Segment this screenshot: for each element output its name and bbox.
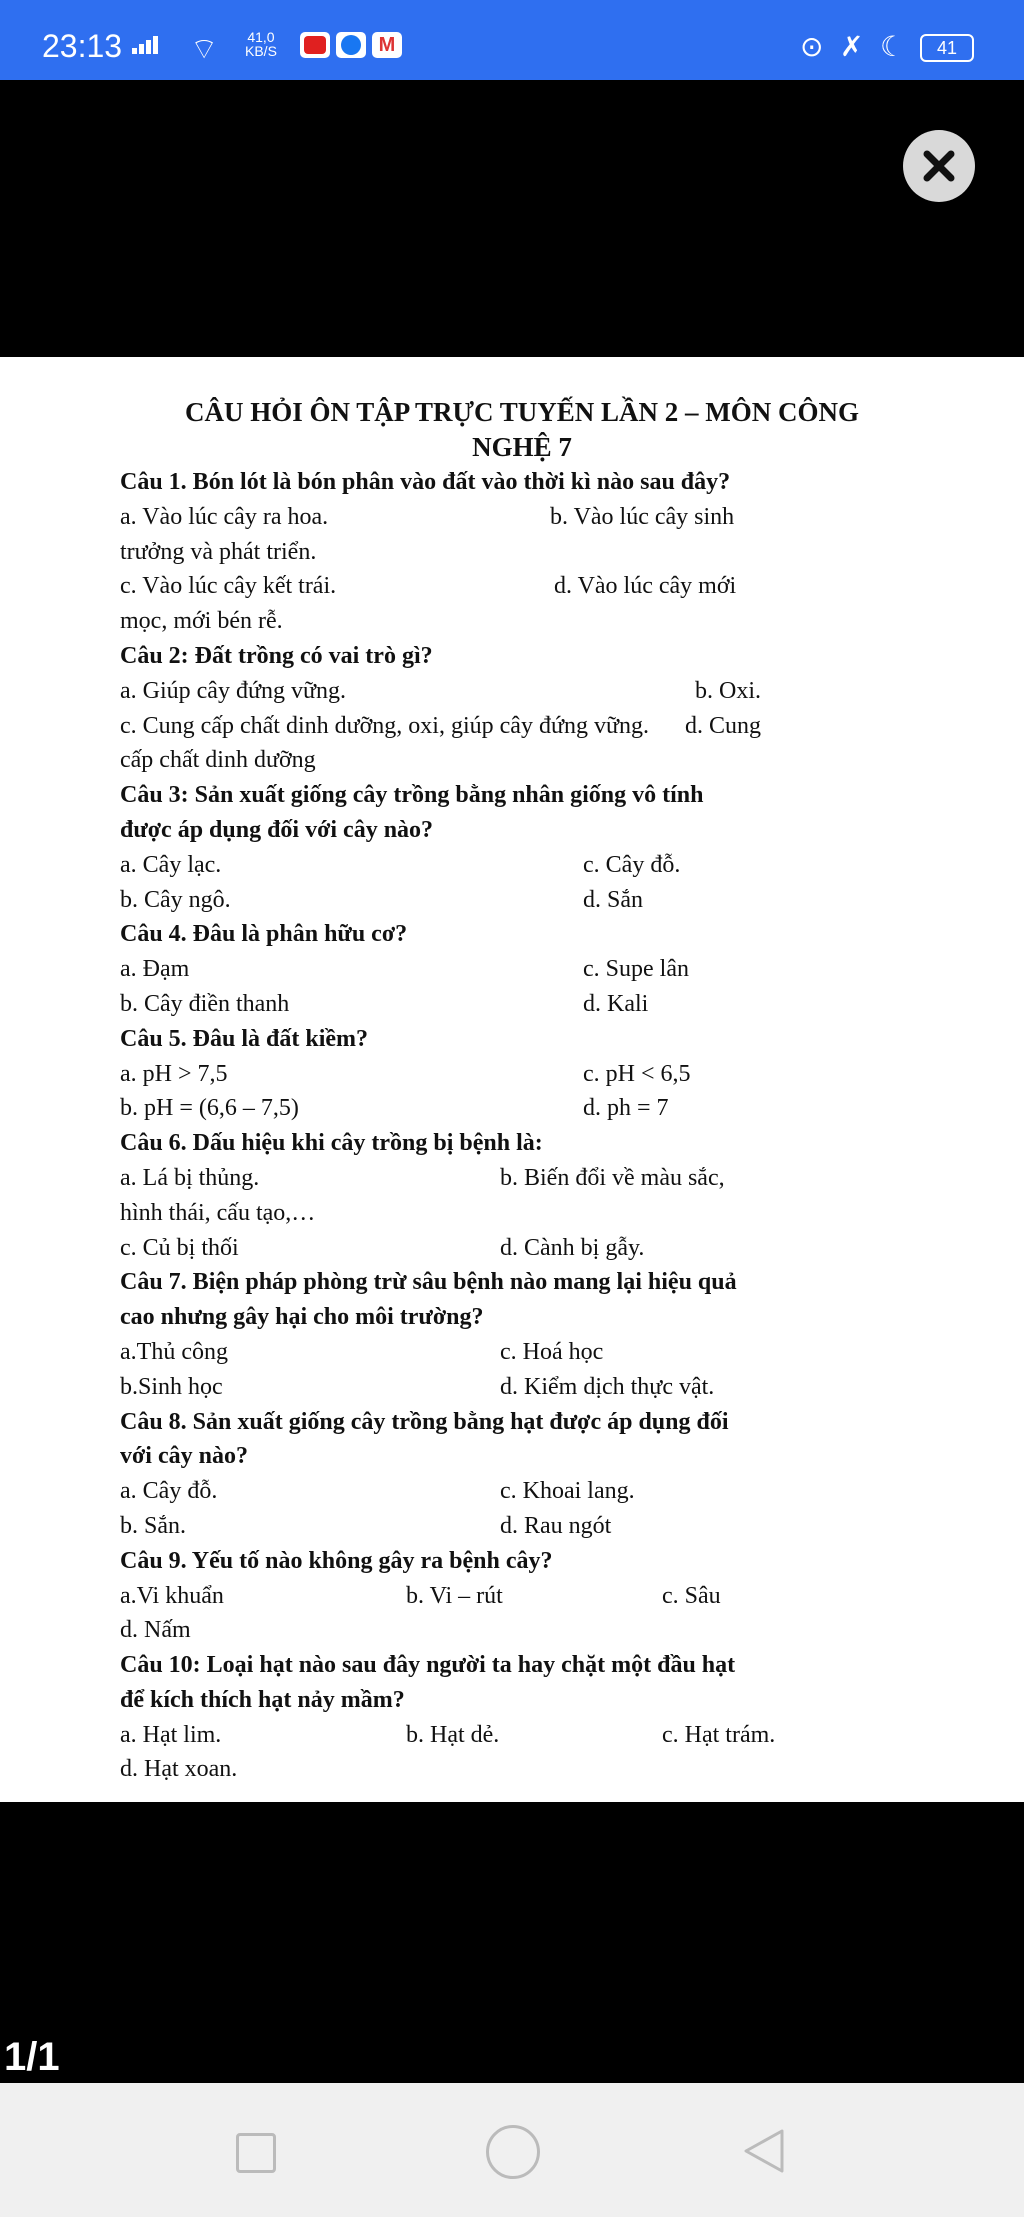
close-button[interactable] bbox=[903, 130, 975, 202]
answer-option: trưởng và phát triển. bbox=[120, 538, 317, 565]
question-text bbox=[120, 813, 906, 848]
wifi-icon: ⌔ bbox=[190, 33, 219, 66]
moon-icon: ☾ bbox=[880, 31, 906, 62]
answer-line bbox=[120, 1196, 906, 1231]
answer-line bbox=[120, 1509, 906, 1544]
answer-option: b. Vi – rút bbox=[406, 1582, 503, 1609]
answer-option: b. Cây điền thanh bbox=[120, 990, 290, 1017]
answer-line bbox=[120, 1057, 906, 1092]
close-icon bbox=[903, 130, 975, 202]
question-text bbox=[120, 465, 906, 500]
answer-option: a. Cây đỗ. bbox=[120, 1478, 218, 1505]
answer-option: hình thái, cấu tạo,… bbox=[120, 1199, 316, 1226]
answer-line bbox=[120, 709, 906, 744]
question-label: được áp dụng đối với cây nào? bbox=[120, 816, 434, 843]
answer-option: d. Cung bbox=[685, 712, 762, 739]
answer-option: b. Cây ngô. bbox=[120, 886, 231, 913]
question-text bbox=[120, 1648, 906, 1683]
answer-option: a. Vào lúc cây ra hoa. bbox=[120, 503, 329, 530]
answer-line bbox=[120, 535, 906, 570]
question-label: Câu 4. Đâu là phân hữu cơ? bbox=[120, 921, 408, 948]
answer-option: c. Hạt trám. bbox=[662, 1721, 776, 1748]
question-text bbox=[120, 1126, 906, 1161]
status-bar bbox=[0, 0, 1024, 80]
messenger-icon bbox=[336, 32, 366, 58]
battery-icon: 41 bbox=[920, 34, 974, 62]
answer-option: c. Khoai lang. bbox=[500, 1478, 635, 1505]
answer-line bbox=[120, 848, 906, 883]
answer-option: a.Vi khuẩn bbox=[120, 1582, 224, 1609]
page-indicator: 1/1 bbox=[4, 2035, 60, 2079]
answer-option: b.Sinh học bbox=[120, 1373, 223, 1400]
answer-option: d. Vào lúc cây mới bbox=[554, 573, 737, 600]
answer-line bbox=[120, 1091, 906, 1126]
document-page bbox=[0, 357, 1024, 1802]
answer-option: cấp chất dinh dưỡng bbox=[120, 747, 316, 774]
answer-option: c. Cung cấp chất dinh dưỡng, oxi, giúp cây đứng vững. bbox=[120, 712, 649, 739]
question-label: để kích thích hạt nảy mầm? bbox=[120, 1686, 405, 1713]
answer-line bbox=[120, 1231, 906, 1266]
answer-line bbox=[120, 987, 906, 1022]
back-button[interactable] bbox=[742, 2127, 786, 2175]
answer-option: c. Hoá học bbox=[500, 1338, 604, 1365]
question-label: Câu 8. Sản xuất giống cây trồng bằng hạt được áp dụng đối bbox=[120, 1408, 729, 1435]
answer-line bbox=[120, 500, 906, 535]
answer-line bbox=[120, 1579, 906, 1614]
answer-option: b. Vào lúc cây sinh bbox=[550, 503, 735, 530]
question-label: Câu 5. Đâu là đất kiềm? bbox=[120, 1025, 369, 1052]
answer-option: a. pH > 7,5 bbox=[120, 1060, 228, 1087]
question-text bbox=[120, 1405, 906, 1440]
answer-option: d. Sắn bbox=[583, 886, 643, 913]
question-text bbox=[120, 1300, 906, 1335]
question-text bbox=[120, 778, 906, 813]
answer-option: c. pH < 6,5 bbox=[583, 1060, 691, 1087]
answer-line bbox=[120, 1718, 906, 1753]
question-text bbox=[120, 1022, 906, 1057]
answer-line bbox=[120, 1335, 906, 1370]
answer-option: b. pH = (6,6 – 7,5) bbox=[120, 1095, 299, 1122]
question-label: Câu 9. Yếu tố nào không gây ra bệnh cây? bbox=[120, 1547, 553, 1574]
question-label: Câu 7. Biện pháp phòng trừ sâu bệnh nào mang lại hiệu quả bbox=[120, 1269, 737, 1296]
question-text bbox=[120, 639, 906, 674]
question-text bbox=[120, 1683, 906, 1718]
answer-option: b. Sắn. bbox=[120, 1512, 186, 1539]
answer-option: c. Vào lúc cây kết trái. bbox=[120, 573, 337, 600]
answer-line bbox=[120, 743, 906, 778]
answer-line bbox=[120, 1161, 906, 1196]
answer-line bbox=[120, 952, 906, 987]
answer-option: a. Lá bị thủng. bbox=[120, 1164, 260, 1191]
answer-option: d. Kiểm dịch thực vật. bbox=[500, 1373, 715, 1400]
answer-option: b. Oxi. bbox=[695, 677, 761, 704]
question-label: cao nhưng gây hại cho môi trường? bbox=[120, 1304, 484, 1331]
answer-option: a. Đạm bbox=[120, 956, 190, 983]
answer-option: c. Sâu bbox=[662, 1582, 721, 1609]
navigation-bar bbox=[0, 2083, 1024, 2217]
question-text bbox=[120, 1265, 906, 1300]
question-label: Câu 6. Dấu hiệu khi cây trồng bị bệnh là: bbox=[120, 1130, 543, 1157]
answer-option: c. Cây đỗ. bbox=[583, 851, 681, 878]
answer-option: a.Thủ công bbox=[120, 1338, 228, 1365]
question-label: Câu 3: Sản xuất giống cây trồng bằng nhân giống vô tính bbox=[120, 782, 704, 809]
answer-option: c. Củ bị thối bbox=[120, 1234, 239, 1261]
mute-icon: ✗ bbox=[840, 31, 864, 62]
answer-option: d. Nấm bbox=[120, 1617, 191, 1644]
answer-line bbox=[120, 883, 906, 918]
question-label: Câu 2: Đất trồng có vai trò gì? bbox=[120, 642, 433, 669]
answer-option: d. Hạt xoan. bbox=[120, 1756, 238, 1783]
answer-option: d. Rau ngót bbox=[500, 1512, 612, 1539]
answer-line bbox=[120, 1370, 906, 1405]
answer-line bbox=[120, 1752, 906, 1787]
answer-option: d. ph = 7 bbox=[583, 1095, 669, 1122]
answer-line bbox=[120, 1613, 906, 1648]
answer-option: a. Giúp cây đứng vững. bbox=[120, 677, 346, 704]
question-list bbox=[0, 465, 1024, 1787]
answer-line bbox=[120, 569, 906, 604]
network-speed: 41,0 KB/S bbox=[245, 29, 277, 59]
answer-option: b. Biến đổi về màu sắc, bbox=[500, 1164, 725, 1191]
question-label: Câu 1. Bón lót là bón phân vào đất vào thời kì nào sau đây? bbox=[120, 469, 731, 495]
recents-button[interactable] bbox=[236, 2133, 276, 2173]
answer-line bbox=[120, 674, 906, 709]
question-text bbox=[120, 1544, 906, 1579]
answer-option: b. Hạt dẻ. bbox=[406, 1721, 500, 1748]
answer-option: d. Kali bbox=[583, 990, 649, 1017]
answer-option: c. Supe lân bbox=[583, 956, 689, 983]
answer-option: a. Hạt lim. bbox=[120, 1721, 222, 1748]
question-label: Câu 10: Loại hạt nào sau đây người ta hay chặt một đầu hạt bbox=[120, 1652, 736, 1679]
status-time: 23:13 bbox=[42, 28, 123, 64]
question-text bbox=[120, 1439, 906, 1474]
youtube-icon bbox=[300, 32, 330, 58]
home-button[interactable] bbox=[486, 2125, 540, 2179]
answer-option: d. Cành bị gẫy. bbox=[500, 1234, 645, 1261]
question-text bbox=[120, 917, 906, 952]
gmail-icon: M bbox=[372, 32, 402, 58]
document-title: CÂU HỎI ÔN TẬP TRỰC TUYẾN LẦN 2 – MÔN CÔNG NGHỆ 7 bbox=[184, 397, 860, 462]
answer-line bbox=[120, 1474, 906, 1509]
answer-line bbox=[120, 604, 906, 639]
signal-icon bbox=[132, 36, 160, 54]
answer-option: mọc, mới bén rễ. bbox=[120, 608, 283, 635]
data-saver-icon: ⊙ bbox=[800, 31, 824, 62]
question-label: với cây nào? bbox=[120, 1443, 248, 1470]
answer-option: a. Cây lạc. bbox=[120, 851, 222, 878]
